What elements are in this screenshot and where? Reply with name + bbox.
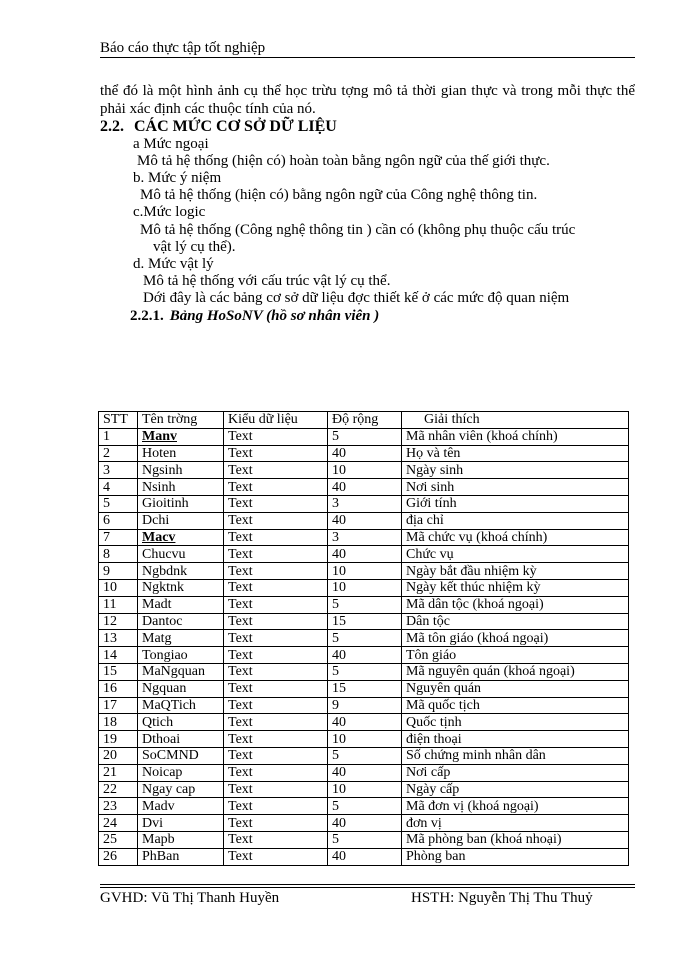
cell-field-name: Matg [138, 630, 224, 647]
cell-stt: 12 [99, 613, 138, 630]
cell-description: điện thoại [402, 731, 629, 748]
table-row [99, 546, 629, 563]
cell-data-type: Text [224, 596, 328, 613]
cell-description: Ngày bắt đầu nhiệm kỳ [402, 563, 629, 580]
cell-data-type: Text [224, 747, 328, 764]
header-stt: STT [99, 412, 138, 429]
cell-width: 40 [328, 714, 402, 731]
cell-description: Tôn giáo [402, 647, 629, 664]
table-row [99, 512, 629, 529]
table-row [99, 428, 629, 445]
table-body [99, 428, 629, 865]
table-row [99, 663, 629, 680]
subsection-heading [130, 308, 379, 325]
header-width: Độ rộng [328, 412, 402, 429]
cell-field-name: Tongiao [138, 647, 224, 664]
cell-description: Ngày sinh [402, 462, 629, 479]
cell-width: 9 [328, 697, 402, 714]
cell-data-type: Text [224, 663, 328, 680]
cell-stt: 16 [99, 680, 138, 697]
cell-field-name: Dantoc [138, 613, 224, 630]
table-row [99, 831, 629, 848]
hosonv-table [98, 411, 629, 866]
cell-stt: 7 [99, 529, 138, 546]
cell-data-type: Text [224, 579, 328, 596]
level-b-text: Mô tả hệ thống (hiện có) bằng ngôn ngữ của Công nghệ thông tin. [140, 187, 538, 203]
cell-stt: 6 [99, 512, 138, 529]
level-c-text-1: Mô tả hệ thống (Công nghệ thông tin ) cần có (không phụ thuộc cấu trúc [140, 222, 576, 238]
header-data-type: Kiểu dữ liệu [224, 412, 328, 429]
cell-width: 10 [328, 781, 402, 798]
cell-data-type: Text [224, 563, 328, 580]
cell-description: Mã nhân viên (khoá chính) [402, 428, 629, 445]
cell-width: 10 [328, 563, 402, 580]
cell-field-name: Qtich [138, 714, 224, 731]
cell-field-name: Dvi [138, 815, 224, 832]
cell-data-type: Text [224, 613, 328, 630]
cell-description: Chức vụ [402, 546, 629, 563]
cell-field-name: PhBan [138, 848, 224, 865]
table-row [99, 764, 629, 781]
cell-width: 40 [328, 479, 402, 496]
cell-description: Dân tộc [402, 613, 629, 630]
cell-data-type: Text [224, 781, 328, 798]
cell-field-name: Hoten [138, 445, 224, 462]
cell-field-name: Madv [138, 798, 224, 815]
cell-stt: 14 [99, 647, 138, 664]
level-b-title: b. Mức ý niệm [133, 170, 222, 186]
table-row [99, 647, 629, 664]
cell-width: 40 [328, 815, 402, 832]
cell-data-type: Text [224, 495, 328, 512]
level-c-title: c.Mức logic [133, 204, 206, 220]
cell-data-type: Text [224, 647, 328, 664]
level-c-text-2: vật lý cụ thể). [153, 239, 236, 255]
cell-stt: 11 [99, 596, 138, 613]
cell-stt: 22 [99, 781, 138, 798]
cell-data-type: Text [224, 546, 328, 563]
cell-stt: 25 [99, 831, 138, 848]
cell-description: địa chỉ [402, 512, 629, 529]
cell-description: Mã nguyên quán (khoá ngoại) [402, 663, 629, 680]
table-row [99, 731, 629, 748]
section-title: CÁC MỨC CƠ SỞ DỮ LIỆU [134, 118, 337, 135]
cell-width: 5 [328, 747, 402, 764]
cell-field-name: Mapb [138, 831, 224, 848]
cell-field-name: MaNgquan [138, 663, 224, 680]
cell-field-name: Dthoai [138, 731, 224, 748]
table-row [99, 697, 629, 714]
footer-divider-bottom [100, 887, 635, 888]
cell-stt: 24 [99, 815, 138, 832]
cell-stt: 17 [99, 697, 138, 714]
cell-description: Quốc tịnh [402, 714, 629, 731]
cell-description: Phòng ban [402, 848, 629, 865]
cell-stt: 10 [99, 579, 138, 596]
cell-description: Mã dân tộc (khoá ngoại) [402, 596, 629, 613]
cell-width: 40 [328, 848, 402, 865]
cell-width: 10 [328, 731, 402, 748]
table-row [99, 445, 629, 462]
cell-width: 15 [328, 613, 402, 630]
cell-field-name: Ngquan [138, 680, 224, 697]
subsection-title: Bảng HoSoNV (hồ sơ nhân viên ) [169, 308, 380, 324]
cell-description: Nguyên quán [402, 680, 629, 697]
levels-note: Dới đây là các bảng cơ sở dữ liệu đợc thiết kế ở các mức độ quan niệm [143, 290, 570, 306]
cell-data-type: Text [224, 848, 328, 865]
table-row [99, 798, 629, 815]
section-number: 2.2. [100, 118, 124, 135]
cell-stt: 20 [99, 747, 138, 764]
table-row [99, 563, 629, 580]
cell-data-type: Text [224, 815, 328, 832]
cell-field-name: Gioitinh [138, 495, 224, 512]
cell-description: Mã phòng ban (khoá nhoại) [402, 831, 629, 848]
cell-description: Số chứng minh nhân dân [402, 747, 629, 764]
cell-data-type: Text [224, 529, 328, 546]
cell-field-name: Dchi [138, 512, 224, 529]
page-header: Báo cáo thực tập tốt nghiệp [100, 40, 266, 56]
cell-field-name: Macv [138, 529, 224, 546]
cell-field-name: MaQTich [138, 697, 224, 714]
cell-description: Mã tôn giáo (khoá ngoại) [402, 630, 629, 647]
cell-width: 10 [328, 579, 402, 596]
cell-data-type: Text [224, 445, 328, 462]
footer-supervisor: GVHD: Vũ Thị Thanh Huyền [100, 890, 280, 906]
cell-stt: 26 [99, 848, 138, 865]
table-row [99, 613, 629, 630]
table-row [99, 815, 629, 832]
cell-description: Giới tính [402, 495, 629, 512]
table-row [99, 579, 629, 596]
header-divider [100, 57, 635, 58]
cell-width: 15 [328, 680, 402, 697]
table-row [99, 781, 629, 798]
cell-data-type: Text [224, 764, 328, 781]
cell-data-type: Text [224, 731, 328, 748]
cell-stt: 19 [99, 731, 138, 748]
cell-data-type: Text [224, 798, 328, 815]
cell-field-name: Ngktnk [138, 579, 224, 596]
cell-stt: 1 [99, 428, 138, 445]
table-row [99, 680, 629, 697]
cell-stt: 5 [99, 495, 138, 512]
cell-description: Nơi sinh [402, 479, 629, 496]
cell-data-type: Text [224, 831, 328, 848]
table-row [99, 848, 629, 865]
cell-description: Mã chức vụ (khoá chính) [402, 529, 629, 546]
header-description: Giải thích [402, 412, 629, 429]
cell-width: 5 [328, 663, 402, 680]
section-heading [100, 118, 337, 136]
table-row [99, 479, 629, 496]
table-row [99, 462, 629, 479]
cell-stt: 13 [99, 630, 138, 647]
cell-description: Nơi cấp [402, 764, 629, 781]
intro-paragraph: thể đó là một hình ảnh cụ thể học trừu tợng mô tả thời gian thực và trong mỗi thực thể phải xác định các thuộc tính của nó. [100, 83, 635, 117]
cell-stt: 21 [99, 764, 138, 781]
cell-field-name: Madt [138, 596, 224, 613]
cell-width: 40 [328, 445, 402, 462]
cell-data-type: Text [224, 680, 328, 697]
cell-description: Ngày cấp [402, 781, 629, 798]
cell-field-name: SoCMND [138, 747, 224, 764]
table-row [99, 714, 629, 731]
cell-width: 5 [328, 831, 402, 848]
header-field-name: Tên trờng [138, 412, 224, 429]
cell-data-type: Text [224, 428, 328, 445]
cell-width: 40 [328, 512, 402, 529]
cell-data-type: Text [224, 512, 328, 529]
cell-description: Họ và tên [402, 445, 629, 462]
cell-width: 5 [328, 630, 402, 647]
table-row [99, 596, 629, 613]
cell-width: 5 [328, 428, 402, 445]
cell-stt: 2 [99, 445, 138, 462]
footer-student: HSTH: Nguyễn Thị Thu Thuỷ [411, 890, 593, 906]
cell-stt: 9 [99, 563, 138, 580]
cell-width: 5 [328, 798, 402, 815]
cell-field-name: Ngbdnk [138, 563, 224, 580]
table-row [99, 630, 629, 647]
table-header-row [99, 412, 629, 429]
cell-field-name: Nsinh [138, 479, 224, 496]
level-a-text: Mô tả hệ thống (hiện có) hoàn toàn bằng ngôn ngữ của thế giới thực. [137, 153, 550, 169]
cell-data-type: Text [224, 462, 328, 479]
cell-width: 5 [328, 596, 402, 613]
cell-field-name: Noicap [138, 764, 224, 781]
cell-width: 3 [328, 529, 402, 546]
cell-description: Mã quốc tịch [402, 697, 629, 714]
cell-field-name: Ngsinh [138, 462, 224, 479]
cell-field-name: Manv [138, 428, 224, 445]
cell-width: 3 [328, 495, 402, 512]
cell-description: Mã đơn vị (khoá ngoại) [402, 798, 629, 815]
cell-data-type: Text [224, 714, 328, 731]
footer-divider-top [100, 884, 635, 885]
level-a-title: a Mức ngoại [133, 136, 209, 152]
level-d-title: d. Mức vật lý [133, 256, 214, 272]
cell-data-type: Text [224, 697, 328, 714]
cell-field-name: Chucvu [138, 546, 224, 563]
cell-width: 40 [328, 764, 402, 781]
cell-data-type: Text [224, 479, 328, 496]
table-row [99, 495, 629, 512]
cell-stt: 3 [99, 462, 138, 479]
cell-stt: 23 [99, 798, 138, 815]
cell-stt: 8 [99, 546, 138, 563]
cell-description: đơn vị [402, 815, 629, 832]
cell-width: 40 [328, 647, 402, 664]
cell-width: 40 [328, 546, 402, 563]
cell-description: Ngày kết thúc nhiệm kỳ [402, 579, 629, 596]
subsection-number: 2.2.1. [130, 308, 164, 324]
table-row [99, 747, 629, 764]
cell-data-type: Text [224, 630, 328, 647]
level-d-text: Mô tả hệ thống với cấu trúc vật lý cụ thể. [143, 273, 391, 289]
table-row [99, 529, 629, 546]
cell-stt: 4 [99, 479, 138, 496]
cell-field-name: Ngay cap [138, 781, 224, 798]
cell-width: 10 [328, 462, 402, 479]
cell-stt: 15 [99, 663, 138, 680]
cell-stt: 18 [99, 714, 138, 731]
